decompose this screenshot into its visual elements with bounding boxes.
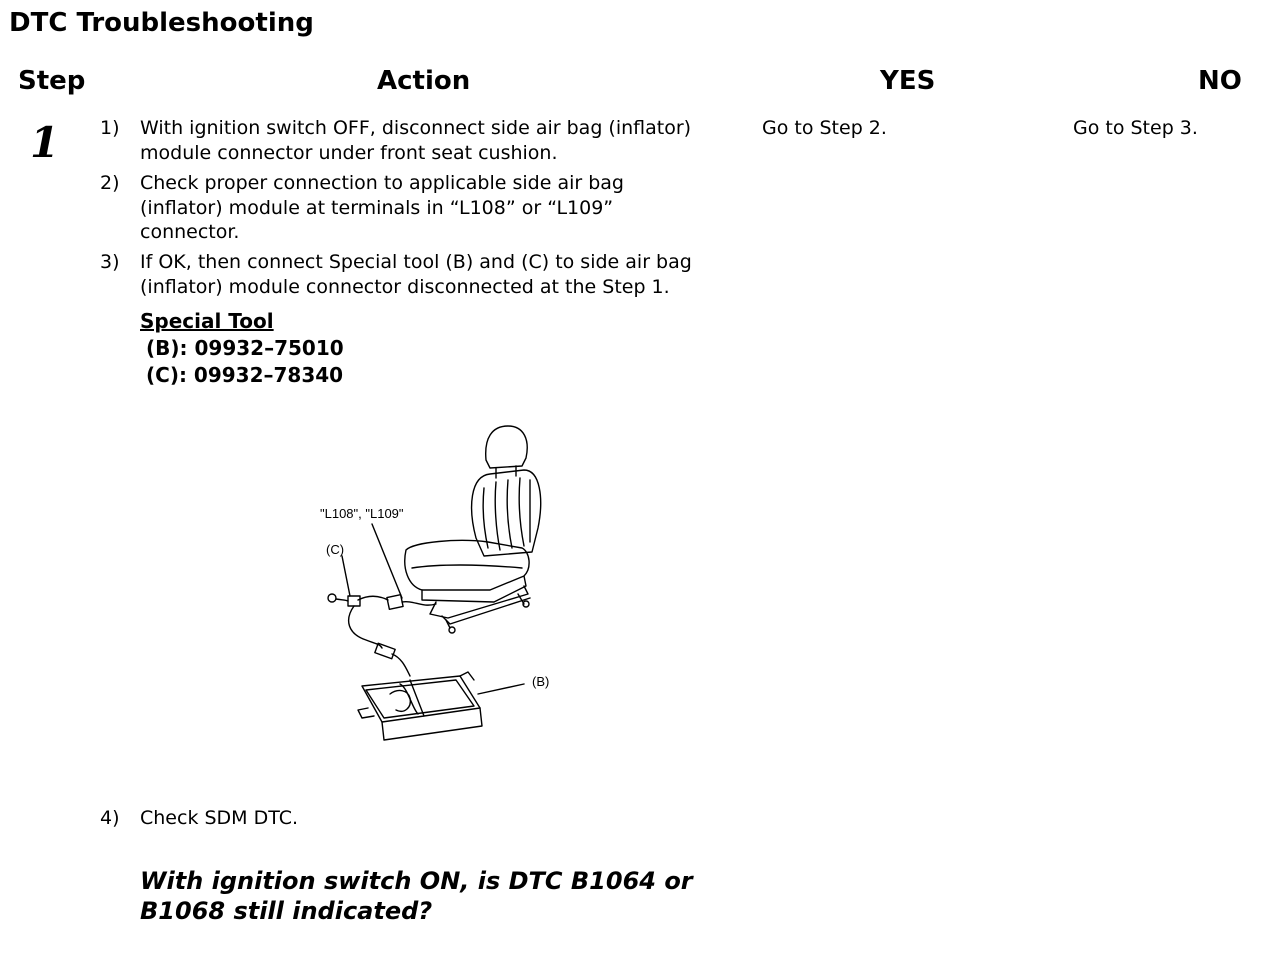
special-tool-c: (C): 09932–78340 [146, 363, 344, 387]
page-title: DTC Troubleshooting [9, 8, 314, 38]
action-item-text: With ignition switch OFF, disconnect side air bag (inflator) module connector under front seat cushion. [140, 117, 692, 164]
seat-connector-illustration [318, 418, 578, 748]
column-header-step: Step [18, 66, 86, 96]
action-item-number: 3) [100, 251, 120, 273]
column-header-action: Action [377, 66, 471, 96]
action-item-text: Check SDM DTC. [140, 807, 299, 829]
special-tool-block [140, 308, 344, 389]
figure-label-connector: "L108", "L109" [320, 506, 404, 521]
action-item-number: 1) [100, 117, 120, 139]
step-question: With ignition switch ON, is DTC B1064 or B1068 still indicated? [140, 867, 693, 925]
action-item-number: 4) [100, 807, 120, 829]
special-tool-heading: Special Tool [140, 309, 274, 333]
figure-label-c: (C) [326, 542, 345, 557]
step-number: 1 [30, 118, 60, 167]
special-tool-b: (B): 09932–75010 [146, 336, 344, 360]
yes-result: Go to Step 2. [762, 117, 887, 139]
action-item-text: Check proper connection to applicable side air bag (inflator) module at terminals in “L108” or “L109” connector. [140, 172, 624, 243]
action-item-number: 2) [100, 172, 120, 194]
column-header-no: NO [1198, 66, 1242, 96]
action-item-text: If OK, then connect Special tool (B) and (C) to side air bag (inflator) module connector disconnected at the Step 1. [140, 251, 692, 298]
seat-illustration-icon [318, 418, 578, 748]
column-header-yes: YES [880, 66, 936, 96]
no-result: Go to Step 3. [1073, 117, 1198, 139]
figure-label-b: (B) [532, 674, 550, 689]
